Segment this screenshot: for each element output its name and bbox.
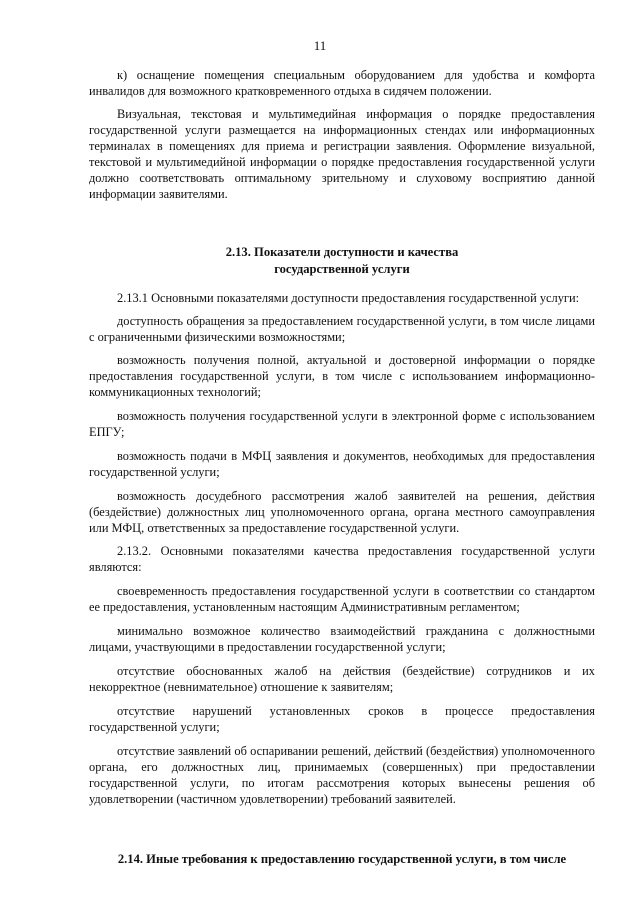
paragraph-visual-info: Визуальная, текстовая и мультимедийная информация о порядке предоставления государственной услуги размещается на информационных стендах или информационных терминалах в помещениях для приема и регистрации заявления. Оформление визуальной, текстовой и мультимедийной информации о порядке предоставления государственной услуги должно соответствовать оптимальному зрительному и слуховому восприятию данной информации заявителями. [89, 107, 595, 201]
access-item: возможность подачи в МФЦ заявления и документов, необходимых для предоставления государственной услуги; [89, 449, 595, 479]
quality-item: своевременность предоставления государственной услуги в соответствии со стандартом ее предоставления, установленным настоящим Административным регламентом; [89, 584, 595, 614]
section-heading-2-13-line2: государственной услуги [274, 262, 410, 276]
paragraph-2-13-1: 2.13.1 Основными показателями доступности предоставления государственной услуги: [117, 291, 580, 305]
access-item: возможность получения государственной услуги в электронной форме с использованием ЕПГУ; [89, 409, 595, 439]
quality-item: отсутствие обоснованных жалоб на действия (бездействие) сотрудников и их некорректное (невнимательное) отношение к заявителям; [89, 664, 595, 694]
section-heading-2-13-line1: 2.13. Показатели доступности и качества [225, 245, 459, 259]
page-number: 11 [313, 38, 327, 53]
paragraph-2-13-2: 2.13.2. Основными показателями качества предоставления государственной услуги являются: [89, 544, 595, 574]
quality-item: отсутствие нарушений установленных сроков в процессе предоставления государственной услуги; [89, 704, 595, 734]
paragraph-equipment: к) оснащение помещения специальным оборудованием для удобства и комфорта инвалидов для возможного кратковременного отдыха в сидячем положении. [89, 68, 595, 98]
quality-item: минимально возможное количество взаимодействий гражданина с должностными лицами, участвующими в предоставлении государственной услуги; [89, 624, 595, 654]
page-content [89, 67, 595, 807]
access-item: доступность обращения за предоставлением государственной услуги, в том числе лицами с ограниченными физическими возможностями; [89, 314, 595, 344]
quality-item: отсутствие заявлений об оспаривании решений, действий (бездействия) уполномоченного органа, его должностных лиц, принимаемых (совершенных) при предоставлении государственной услуги, по итогам рассмотрения которых вынесены решения об удовлетворении (частичном удовлетворении) требований заявителей. [89, 744, 595, 806]
access-item: возможность получения полной, актуальной и достоверной информации о порядке предоставления государственной услуги, в том числе с использованием информационно-коммуникационных технологий; [89, 353, 595, 399]
section-heading-2-14: 2.14. Иные требования к предоставлению государственной услуги, в том числе [117, 852, 567, 866]
access-item: возможность досудебного рассмотрения жалоб заявителей на решения, действия (бездействие) должностных лиц уполномоченного органа, органа местного самоуправления или МФЦ, ответственных за предоставление государственной услуги. [89, 489, 595, 535]
section-heading-2-13 [89, 244, 595, 278]
